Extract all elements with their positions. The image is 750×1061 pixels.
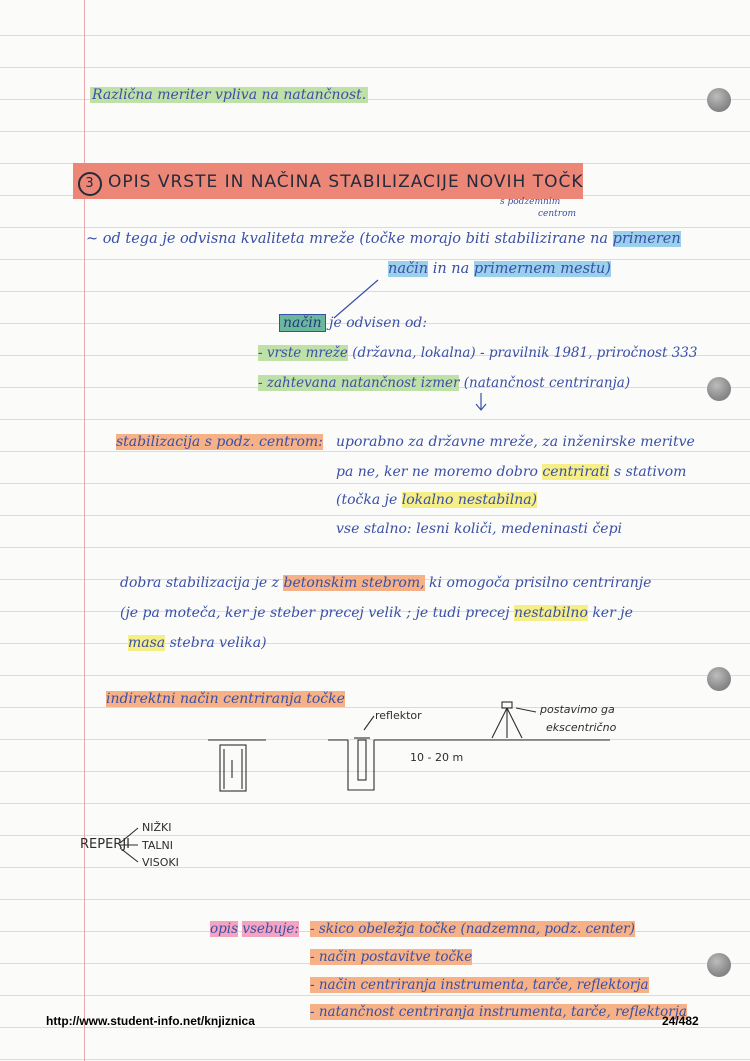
beton-line1-b: ki omogoča (429, 575, 511, 591)
quality-na: na (590, 231, 609, 247)
sketch-right-2: ekscentrično (546, 721, 617, 734)
opis-item3-text: - način centriranja instrumenta, tarče, reflektorja (310, 977, 649, 993)
opis-item-1 (310, 923, 635, 937)
sketch-reflector-pole (358, 740, 366, 780)
quality-stabilizirane: stabilizirane (494, 231, 586, 247)
nacin-rest: je odvisen od: (329, 315, 428, 331)
nacin-item1-rest: (državna, lokalna) - pravilnik 1981, priročnost 333 (352, 345, 698, 361)
nacin-item2-rest: (natančnost centriranja) (463, 375, 631, 391)
stab-line2-a: pa ne, ker ne moremo dobro (336, 464, 538, 480)
opis-label-a: opis (210, 921, 239, 937)
beton-line2-a: (je pa moteča, ker je steber precej velik ; je tudi precej (120, 605, 510, 621)
beton-line3-hl: masa (128, 635, 166, 651)
stab-line3-b: lokalno nestabilna) (401, 492, 538, 508)
footer-url[interactable]: http://www.student-info.net/knjiznica (46, 1014, 255, 1028)
sketch-pit (348, 740, 374, 790)
section-title-text: OPIS VRSTE IN NAČINA STABILIZACIJE NOVIH TOČK (108, 172, 584, 192)
opis-label-line (210, 923, 299, 937)
opis-item-3 (310, 979, 649, 993)
quality-primeren: primeren (612, 231, 681, 247)
reperji-label: REPERJI (80, 837, 131, 852)
opis-item4-text: - natančnost centriranja instrumenta, tarče, reflektorja (310, 1004, 687, 1020)
sketch-tripod-leg-left (492, 708, 507, 738)
stab-line2-b: centrirati (542, 464, 610, 480)
annotation-small-2: centrom (538, 209, 577, 219)
nacin-word: način (280, 315, 325, 331)
sketch-right-1: postavimo ga (540, 703, 615, 716)
sketch-reflector-pointer (364, 716, 374, 730)
reperji-type-1: NIŽKI (142, 821, 172, 834)
annotation-small-1: s podzemnim (500, 197, 561, 207)
sketch-tripod-instrument (502, 702, 512, 708)
stab-line3-a: (točka je (336, 492, 398, 508)
opis-item2-text: - način postavitve točke (310, 949, 473, 965)
section-number: 3 (78, 172, 102, 196)
stab-line4-text: vse stalno: lesni količi, medeninasti čepi (336, 521, 623, 537)
opis-item-2 (310, 951, 472, 965)
beton-line2-b: ker je (592, 605, 633, 621)
sketch-reflektor-label: reflektor (375, 709, 422, 722)
stab-line1-text: uporabno za državne mreže, za inženirske meritve (336, 434, 695, 450)
indirect-label: indirektni način centriranja točke (106, 691, 345, 707)
quality-nacin: način (388, 261, 429, 277)
beton-line1-c: prisilno centriranje (514, 575, 652, 591)
intro-text: Različna meriter vpliva na natančnost. (92, 87, 367, 103)
nacin-item2-hl: - zahtevana natančnost izmer (258, 375, 460, 391)
reperji-type-3: VISOKI (142, 856, 179, 869)
quality-text: ~ od tega je odvisna kvaliteta mreže (točke morajo biti (86, 231, 490, 247)
opis-item-4 (310, 1006, 687, 1020)
opis-item1-text: - skico obeležja točke (nadzemna, podz. center) (310, 921, 635, 937)
sketch-tripod-pointer (516, 708, 536, 712)
sketch-distance-label: 10 - 20 m (410, 751, 464, 764)
stab-line2-c: s stativom (613, 464, 687, 480)
beton-line3-b: stebra velika) (169, 635, 267, 651)
reperji-type-2: TALNI (142, 839, 173, 852)
beton-line2-hl: nestabilno (514, 605, 588, 621)
nacin-item1-hl: - vrste mreže (258, 345, 348, 361)
opis-label-b: vsebuje: (242, 921, 299, 937)
footer-page-number: 24/482 (662, 1014, 699, 1028)
quality-mestu: primernem mestu) (473, 261, 611, 277)
quality-in-na: in na (432, 261, 470, 277)
sketch-tripod-leg-right (507, 708, 522, 738)
stab-label: stabilizacija s podz. centrom: (116, 434, 323, 450)
beton-line1-hl: betonskim stebrom, (283, 575, 425, 591)
beton-line1-a: dobra stabilizacija je z (120, 575, 280, 591)
